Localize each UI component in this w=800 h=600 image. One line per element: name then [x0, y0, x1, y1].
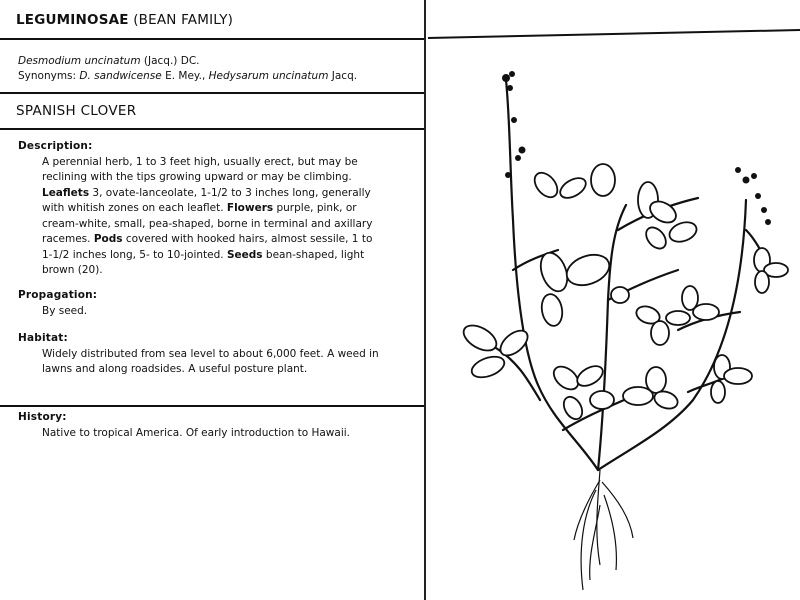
- pods-text: covered with hooked hairs, almost sessile, 1 to 1-1/2 inches long, 5- to 10-jointed.: [42, 233, 373, 261]
- page-spine: [424, 0, 426, 600]
- propagation-text: By seed.: [42, 304, 88, 317]
- flowers-label: Flowers: [226, 202, 274, 214]
- family-heading: [16, 12, 233, 28]
- rule-top: [0, 38, 424, 40]
- synonym-2: Hedysarum uncinatum: [208, 70, 329, 82]
- seeds-label: Seeds: [226, 248, 263, 261]
- synonym-1: D. sandwicense: [79, 70, 162, 82]
- pods-label: Pods: [93, 233, 123, 245]
- description-body: [18, 155, 382, 279]
- synonym-2-authority: Jacq.: [331, 70, 358, 82]
- history-heading: History:: [18, 411, 67, 423]
- rule-history: [0, 405, 424, 407]
- synonyms-label: Synonyms:: [18, 70, 77, 82]
- rule-mid-1: [0, 92, 424, 94]
- habitat-text: Widely distributed from sea level to about 6,000 feet. A weed in lawns and along roadsides. A useful posture plant.: [42, 347, 379, 375]
- history-section: [18, 410, 382, 441]
- description-section: [18, 139, 382, 279]
- plant-illustration: [428, 0, 800, 600]
- family-parenthetical: (BEAN FAMILY): [133, 12, 234, 28]
- flowers-text: purple, pink, or cream-white, small, pea-shaped, borne in terminal and axillary racemes.: [42, 202, 373, 245]
- scientific-authority: (Jacq.) DC.: [143, 55, 200, 67]
- habitat-heading: Habitat:: [18, 332, 68, 344]
- common-name: SPANISH CLOVER: [16, 103, 137, 119]
- leaflets-text: 3, ovate-lanceolate, 1-1/2 to 3 inches long, generally with whitish zones on each leaflet.: [42, 186, 371, 214]
- rule-mid-2: [0, 128, 424, 130]
- history-text: Native to tropical America. Of early introduction to Hawaii.: [42, 426, 350, 439]
- habitat-section: [18, 331, 382, 378]
- propagation-heading: Propagation:: [18, 289, 98, 301]
- synonym-1-authority: E. Mey.,: [165, 70, 206, 82]
- scientific-name: Desmodium uncinatum: [18, 55, 141, 67]
- seeds-text: bean-shaped, light brown (20).: [42, 248, 365, 276]
- family-name: LEGUMINOSAE: [16, 12, 129, 28]
- scientific-block: [18, 54, 357, 84]
- description-heading: Description:: [18, 140, 93, 152]
- leaflets-label: Leaflets: [42, 186, 90, 199]
- description-intro: A perennial herb, 1 to 3 feet high, usually erect, but may be reclining with the tips growing upward or may be climbing.: [42, 155, 358, 183]
- right-page: [428, 0, 800, 600]
- propagation-section: [18, 288, 382, 319]
